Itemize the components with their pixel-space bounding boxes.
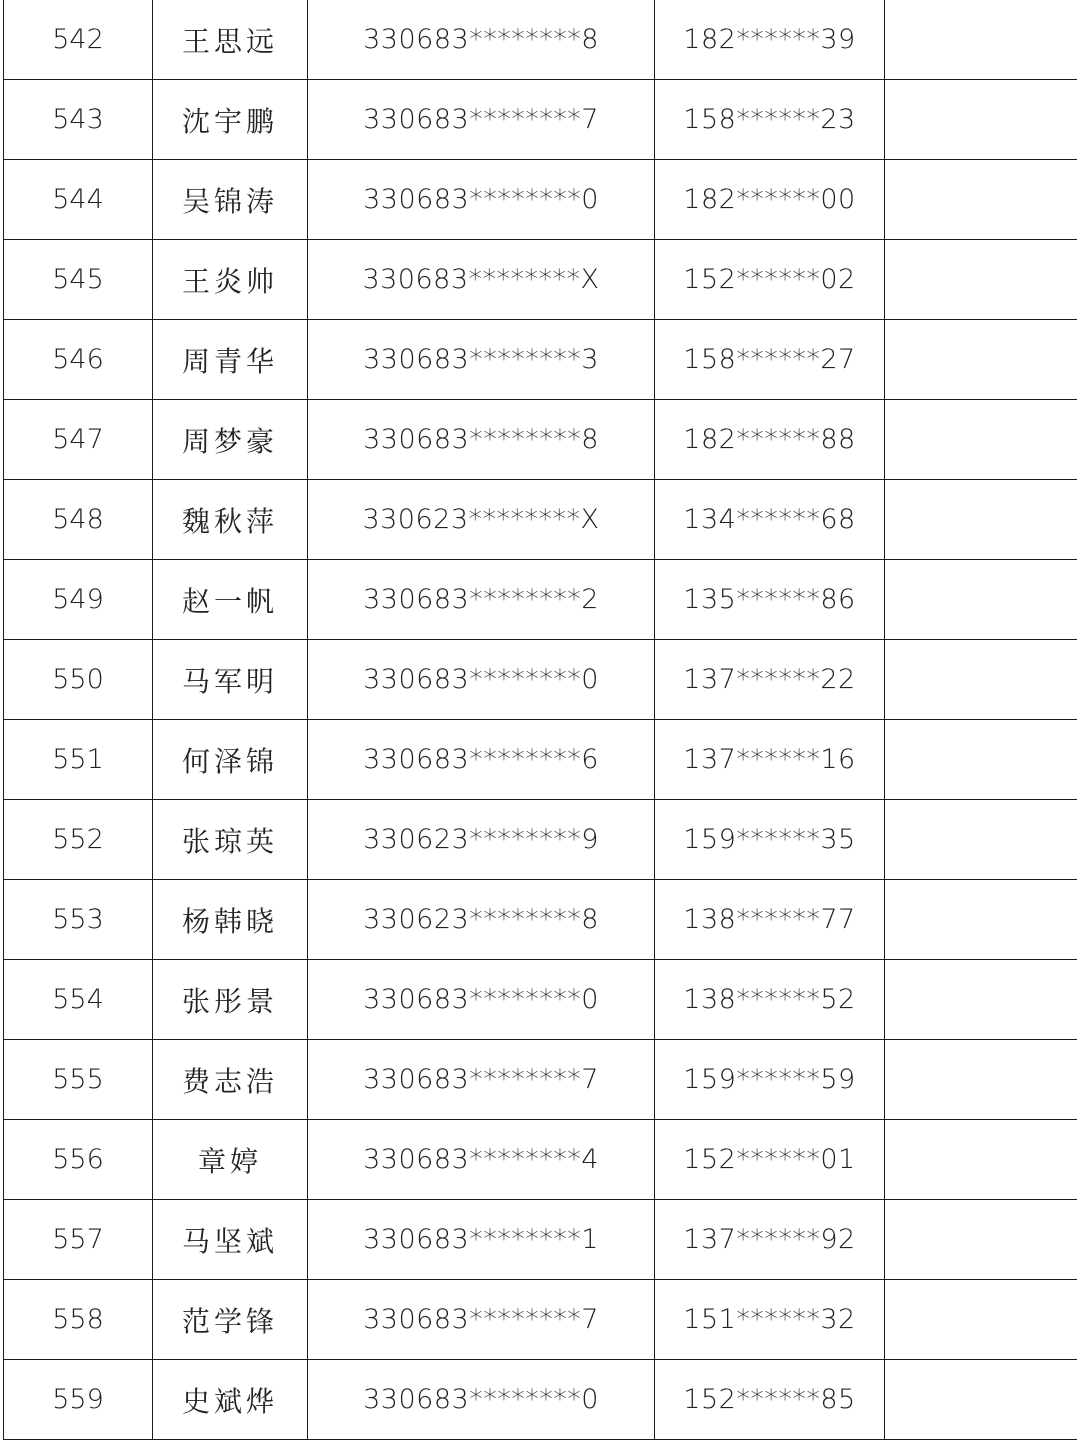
name-cell: 周梦豪 [153, 400, 308, 480]
phone-number-cell: 137******22 [655, 640, 885, 720]
remarks-cell [885, 400, 1078, 480]
phone-number-cell: 159******59 [655, 1040, 885, 1120]
remarks-cell [885, 1200, 1078, 1280]
id-number-cell: 330683********8 [308, 0, 655, 80]
serial-number-cell: 556 [4, 1120, 153, 1200]
table-row [4, 880, 1078, 960]
phone-number-cell: 152******02 [655, 240, 885, 320]
table-row [4, 1360, 1078, 1440]
name-cell: 沈宇鹏 [153, 80, 308, 160]
table-row [4, 960, 1078, 1040]
serial-number-cell: 544 [4, 160, 153, 240]
name-cell: 马坚斌 [153, 1200, 308, 1280]
phone-number-cell: 152******85 [655, 1360, 885, 1440]
name-cell: 吴锦涛 [153, 160, 308, 240]
serial-number-cell: 543 [4, 80, 153, 160]
remarks-cell [885, 800, 1078, 880]
table-row [4, 80, 1078, 160]
remarks-cell [885, 1120, 1078, 1200]
serial-number-cell: 550 [4, 640, 153, 720]
table-row [4, 640, 1078, 720]
remarks-cell [885, 0, 1078, 80]
id-number-cell: 330683********2 [308, 560, 655, 640]
name-cell: 赵一帆 [153, 560, 308, 640]
phone-number-cell: 152******01 [655, 1120, 885, 1200]
name-cell: 杨韩晓 [153, 880, 308, 960]
remarks-cell [885, 640, 1078, 720]
serial-number-cell: 546 [4, 320, 153, 400]
serial-number-cell: 559 [4, 1360, 153, 1440]
name-cell: 王炎帅 [153, 240, 308, 320]
table-row [4, 1120, 1078, 1200]
phone-number-cell: 138******77 [655, 880, 885, 960]
phone-number-cell: 158******23 [655, 80, 885, 160]
remarks-cell [885, 480, 1078, 560]
roster-table [3, 0, 1077, 1440]
remarks-cell [885, 880, 1078, 960]
name-cell: 章婷 [153, 1120, 308, 1200]
table-row [4, 400, 1078, 480]
name-cell: 王思远 [153, 0, 308, 80]
phone-number-cell: 182******88 [655, 400, 885, 480]
id-number-cell: 330623********X [308, 480, 655, 560]
phone-number-cell: 159******35 [655, 800, 885, 880]
name-cell: 魏秋萍 [153, 480, 308, 560]
serial-number-cell: 557 [4, 1200, 153, 1280]
id-number-cell: 330683********X [308, 240, 655, 320]
serial-number-cell: 554 [4, 960, 153, 1040]
id-number-cell: 330683********7 [308, 80, 655, 160]
remarks-cell [885, 160, 1078, 240]
phone-number-cell: 158******27 [655, 320, 885, 400]
name-cell: 费志浩 [153, 1040, 308, 1120]
remarks-cell [885, 1360, 1078, 1440]
id-number-cell: 330683********6 [308, 720, 655, 800]
serial-number-cell: 552 [4, 800, 153, 880]
serial-number-cell: 555 [4, 1040, 153, 1120]
remarks-cell [885, 1280, 1078, 1360]
serial-number-cell: 545 [4, 240, 153, 320]
name-cell: 周青华 [153, 320, 308, 400]
id-number-cell: 330683********7 [308, 1040, 655, 1120]
table-row [4, 160, 1078, 240]
table-row [4, 800, 1078, 880]
id-number-cell: 330623********8 [308, 880, 655, 960]
remarks-cell [885, 320, 1078, 400]
phone-number-cell: 137******16 [655, 720, 885, 800]
name-cell: 范学锋 [153, 1280, 308, 1360]
phone-number-cell: 134******68 [655, 480, 885, 560]
name-cell: 何泽锦 [153, 720, 308, 800]
phone-number-cell: 182******39 [655, 0, 885, 80]
serial-number-cell: 558 [4, 1280, 153, 1360]
id-number-cell: 330683********8 [308, 400, 655, 480]
id-number-cell: 330683********0 [308, 960, 655, 1040]
table-row [4, 1280, 1078, 1360]
id-number-cell: 330623********9 [308, 800, 655, 880]
id-number-cell: 330683********1 [308, 1200, 655, 1280]
remarks-cell [885, 1040, 1078, 1120]
phone-number-cell: 135******86 [655, 560, 885, 640]
serial-number-cell: 553 [4, 880, 153, 960]
phone-number-cell: 151******32 [655, 1280, 885, 1360]
serial-number-cell: 547 [4, 400, 153, 480]
phone-number-cell: 137******92 [655, 1200, 885, 1280]
phone-number-cell: 138******52 [655, 960, 885, 1040]
name-cell: 张琼英 [153, 800, 308, 880]
id-number-cell: 330683********0 [308, 1360, 655, 1440]
serial-number-cell: 551 [4, 720, 153, 800]
id-number-cell: 330683********3 [308, 320, 655, 400]
remarks-cell [885, 560, 1078, 640]
table-row [4, 720, 1078, 800]
serial-number-cell: 542 [4, 0, 153, 80]
remarks-cell [885, 240, 1078, 320]
table-row [4, 0, 1078, 80]
table-row [4, 560, 1078, 640]
id-number-cell: 330683********4 [308, 1120, 655, 1200]
table-row [4, 480, 1078, 560]
id-number-cell: 330683********0 [308, 640, 655, 720]
remarks-cell [885, 80, 1078, 160]
phone-number-cell: 182******00 [655, 160, 885, 240]
id-number-cell: 330683********0 [308, 160, 655, 240]
remarks-cell [885, 960, 1078, 1040]
table-row [4, 1040, 1078, 1120]
roster-sheet [3, 0, 1077, 1452]
remarks-cell [885, 720, 1078, 800]
serial-number-cell: 548 [4, 480, 153, 560]
name-cell: 马军明 [153, 640, 308, 720]
id-number-cell: 330683********7 [308, 1280, 655, 1360]
name-cell: 史斌烨 [153, 1360, 308, 1440]
roster-body [4, 0, 1078, 1440]
serial-number-cell: 549 [4, 560, 153, 640]
table-row [4, 320, 1078, 400]
table-row [4, 1200, 1078, 1280]
name-cell: 张彤景 [153, 960, 308, 1040]
table-row [4, 240, 1078, 320]
